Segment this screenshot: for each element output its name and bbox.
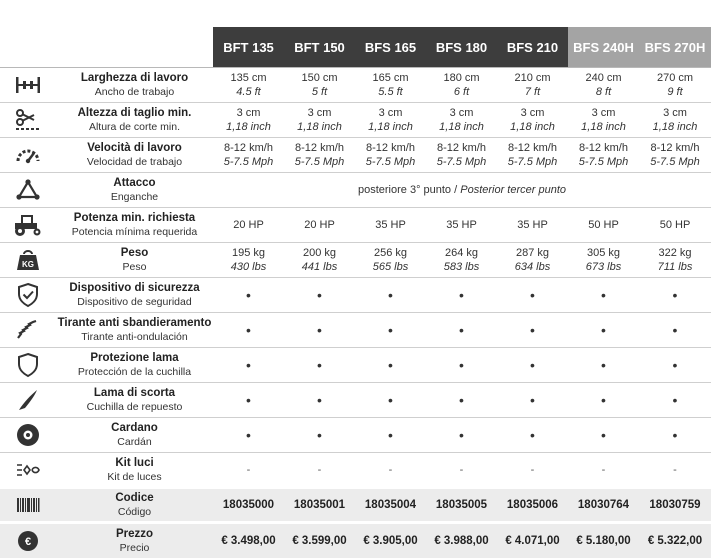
value-primary: 50 HP bbox=[659, 219, 691, 231]
value-primary: 135 cm bbox=[230, 72, 267, 84]
value-secondary: 5-7.5 Mph bbox=[294, 156, 345, 168]
model-header: BFS 180 bbox=[426, 27, 497, 68]
spec-label bbox=[56, 138, 213, 173]
spec-value bbox=[284, 138, 355, 173]
value-primary: • bbox=[388, 392, 393, 408]
value-primary: - bbox=[459, 463, 464, 476]
spec-body bbox=[0, 68, 711, 558]
spec-value bbox=[639, 278, 711, 313]
value-primary: • bbox=[672, 357, 678, 373]
model-header: BFS 165 bbox=[355, 27, 426, 68]
value-primary: 3 cm bbox=[520, 107, 545, 119]
model-header: BFS 210 bbox=[497, 27, 568, 68]
spec-value bbox=[639, 313, 711, 348]
weight-icon-label: KG bbox=[22, 260, 34, 269]
value-primary: 50 HP bbox=[588, 219, 619, 231]
spec-value bbox=[568, 208, 639, 243]
spec-value bbox=[213, 383, 284, 418]
spec-value bbox=[355, 418, 426, 453]
spec-value bbox=[497, 68, 568, 103]
label-italian: Altezza di taglio min. bbox=[77, 107, 192, 119]
value-primary: 18030759 bbox=[649, 499, 701, 511]
label-spanish: Enganche bbox=[110, 191, 159, 203]
spec-value bbox=[213, 523, 284, 558]
label-spanish: Velocidad de trabajo bbox=[86, 156, 183, 168]
value-primary: • bbox=[459, 427, 464, 443]
spec-value bbox=[568, 453, 639, 488]
value-primary: 8-12 km/h bbox=[650, 142, 700, 154]
value-secondary: 6 ft bbox=[453, 86, 470, 98]
value-primary: 270 cm bbox=[656, 72, 694, 84]
tractor-icon bbox=[0, 208, 56, 243]
spec-value bbox=[639, 208, 711, 243]
cutting-height-icon bbox=[0, 103, 56, 138]
value-secondary: 1,18 inch bbox=[368, 121, 413, 133]
value-primary: 35 HP bbox=[517, 219, 548, 231]
value-secondary: 1,18 inch bbox=[581, 121, 626, 133]
spec-value bbox=[639, 523, 711, 558]
spec-value bbox=[497, 383, 568, 418]
spec-value bbox=[426, 68, 497, 103]
spec-value bbox=[426, 418, 497, 453]
value-primary: • bbox=[317, 427, 322, 443]
speedometer-icon bbox=[0, 138, 56, 173]
spec-value bbox=[568, 313, 639, 348]
spring-icon bbox=[0, 313, 56, 348]
value-secondary: 634 lbs bbox=[514, 261, 551, 273]
header-blank-label bbox=[56, 27, 213, 68]
value-primary: - bbox=[246, 463, 251, 476]
spec-value-all-models bbox=[213, 173, 711, 208]
spec-value bbox=[284, 453, 355, 488]
label-italian: Protezione lama bbox=[90, 352, 179, 364]
value-primary: - bbox=[673, 463, 677, 476]
value-primary: • bbox=[459, 392, 464, 408]
spec-value bbox=[497, 313, 568, 348]
spec-value bbox=[497, 278, 568, 313]
value-primary: • bbox=[459, 322, 464, 338]
value-primary: 3 cm bbox=[449, 107, 474, 119]
spec-value bbox=[213, 68, 284, 103]
value-primary: 256 kg bbox=[373, 247, 408, 259]
spec-value bbox=[497, 418, 568, 453]
value-separator: / bbox=[451, 184, 461, 196]
spec-value bbox=[355, 488, 426, 523]
spec-value bbox=[568, 488, 639, 523]
value-primary: • bbox=[388, 357, 393, 373]
pto-shaft-icon bbox=[0, 418, 56, 453]
model-header: BFS 240H bbox=[568, 27, 639, 68]
value-primary: 35 HP bbox=[446, 219, 477, 231]
value-primary: 18035005 bbox=[435, 499, 488, 511]
spec-row bbox=[0, 68, 711, 103]
weight-icon bbox=[0, 243, 56, 278]
header-blank-icon bbox=[0, 27, 56, 68]
spec-value bbox=[497, 138, 568, 173]
value-secondary: 673 lbs bbox=[585, 261, 622, 273]
value-primary: • bbox=[672, 322, 678, 338]
spec-value bbox=[568, 348, 639, 383]
value-secondary: 1,18 inch bbox=[297, 121, 342, 133]
spec-value bbox=[639, 243, 711, 278]
value-secondary: 5-7.5 Mph bbox=[650, 156, 700, 168]
spec-value bbox=[284, 348, 355, 383]
value-secondary: 5-7.5 Mph bbox=[436, 156, 487, 168]
spec-row bbox=[0, 523, 711, 558]
value-primary: 8-12 km/h bbox=[366, 142, 415, 154]
spec-value bbox=[213, 418, 284, 453]
model-header: BFT 150 bbox=[284, 27, 355, 68]
value-primary: 3 cm bbox=[236, 107, 261, 119]
value-primary: • bbox=[459, 357, 464, 373]
value-primary: 264 kg bbox=[444, 247, 479, 259]
spec-label bbox=[56, 208, 213, 243]
value-primary: 18030764 bbox=[577, 499, 630, 511]
label-italian: Prezzo bbox=[115, 527, 154, 540]
value-primary: • bbox=[246, 357, 251, 373]
value-primary: • bbox=[672, 427, 678, 443]
spec-value bbox=[568, 68, 639, 103]
barcode-icon bbox=[0, 488, 56, 523]
value-primary: • bbox=[246, 392, 251, 408]
value-primary: 210 cm bbox=[514, 72, 551, 84]
value-primary: 8-12 km/h bbox=[508, 142, 557, 154]
model-header: BFS 270H bbox=[639, 27, 711, 68]
label-italian: Velocità di lavoro bbox=[87, 142, 182, 154]
value-primary: • bbox=[459, 287, 464, 303]
spec-value bbox=[568, 418, 639, 453]
label-italian: Larghezza di lavoro bbox=[80, 72, 189, 84]
model-header: BFT 135 bbox=[213, 27, 284, 68]
spec-value bbox=[355, 453, 426, 488]
value-primary: € 4.071,00 bbox=[505, 534, 560, 547]
spec-value bbox=[639, 103, 711, 138]
value-primary: 18035001 bbox=[293, 499, 346, 511]
spec-value bbox=[426, 208, 497, 243]
spec-value bbox=[284, 418, 355, 453]
spec-label bbox=[56, 68, 213, 103]
spec-value bbox=[568, 523, 639, 558]
spec-value bbox=[426, 348, 497, 383]
value-primary: 3 cm bbox=[591, 107, 616, 119]
spec-label bbox=[56, 173, 213, 208]
value-primary: 3 cm bbox=[378, 107, 403, 119]
value-primary: 195 kg bbox=[231, 247, 266, 259]
label-italian: Attacco bbox=[113, 177, 156, 189]
value-primary: • bbox=[317, 357, 322, 373]
spec-value bbox=[213, 138, 284, 173]
spec-value bbox=[497, 453, 568, 488]
spec-value bbox=[284, 208, 355, 243]
label-spanish: Protección de la cuchilla bbox=[77, 366, 192, 378]
value-primary: 165 cm bbox=[372, 72, 409, 84]
value-primary: 3 cm bbox=[663, 107, 687, 119]
value-primary: 18035004 bbox=[364, 499, 417, 511]
spec-value bbox=[355, 208, 426, 243]
specifications-table bbox=[0, 27, 711, 558]
shield-icon bbox=[0, 348, 56, 383]
value-secondary: 1,18 inch bbox=[439, 121, 484, 133]
spec-value bbox=[426, 243, 497, 278]
spec-value bbox=[355, 348, 426, 383]
value-secondary: 4.5 ft bbox=[236, 86, 261, 98]
value-secondary: 5 ft bbox=[311, 86, 328, 98]
value-primary: - bbox=[530, 463, 535, 476]
value-primary: • bbox=[601, 322, 606, 338]
value-primary: • bbox=[601, 392, 606, 408]
spec-value bbox=[213, 103, 284, 138]
value-primary: 20 HP bbox=[233, 219, 264, 231]
spec-label bbox=[56, 418, 213, 453]
value-secondary: 5-7.5 Mph bbox=[507, 156, 558, 168]
label-spanish: Precio bbox=[119, 541, 150, 554]
value-primary: • bbox=[317, 392, 322, 408]
value-primary: • bbox=[388, 322, 393, 338]
spec-row bbox=[0, 173, 711, 208]
value-secondary: 5-7.5 Mph bbox=[578, 156, 629, 168]
value-primary: 3 cm bbox=[307, 107, 332, 119]
value-primary: • bbox=[317, 322, 322, 338]
label-spanish: Tirante anti-ondulación bbox=[81, 331, 188, 343]
value-primary: • bbox=[388, 427, 393, 443]
label-spanish: Cardán bbox=[117, 436, 152, 448]
value-primary: • bbox=[601, 427, 606, 443]
label-italian: Lama di scorta bbox=[93, 387, 176, 399]
value-primary: 8-12 km/h bbox=[295, 142, 344, 154]
spec-value bbox=[497, 243, 568, 278]
safety-shield-check-icon bbox=[0, 278, 56, 313]
spec-value bbox=[497, 103, 568, 138]
value-primary: 322 kg bbox=[658, 247, 692, 259]
spec-value bbox=[639, 68, 711, 103]
spec-row bbox=[0, 418, 711, 453]
spec-value bbox=[497, 348, 568, 383]
value-primary: 150 cm bbox=[301, 72, 338, 84]
label-italian: Codice bbox=[115, 492, 154, 504]
spec-value bbox=[568, 138, 639, 173]
value-primary: • bbox=[530, 427, 535, 443]
value-secondary: 583 lbs bbox=[443, 261, 480, 273]
value-primary: • bbox=[530, 357, 535, 373]
spec-label bbox=[56, 313, 213, 348]
spec-value bbox=[497, 488, 568, 523]
spec-label bbox=[56, 278, 213, 313]
spec-row bbox=[0, 348, 711, 383]
value-primary: 20 HP bbox=[304, 219, 335, 231]
spec-value bbox=[639, 453, 711, 488]
euro-icon bbox=[0, 523, 56, 558]
value-primary: - bbox=[601, 463, 606, 476]
value-primary: € 3.599,00 bbox=[292, 534, 347, 547]
value-primary: • bbox=[672, 392, 678, 408]
spec-value bbox=[639, 488, 711, 523]
value-secondary: 441 lbs bbox=[301, 261, 338, 273]
value-secondary: 8 ft bbox=[595, 86, 612, 98]
spec-row bbox=[0, 383, 711, 418]
spec-value bbox=[213, 243, 284, 278]
value-primary: • bbox=[601, 357, 606, 373]
spec-row bbox=[0, 138, 711, 173]
spec-value bbox=[426, 488, 497, 523]
value-secondary: 1,18 inch bbox=[226, 121, 271, 133]
spec-value bbox=[213, 488, 284, 523]
blade-icon bbox=[0, 383, 56, 418]
value-secondary: 711 lbs bbox=[657, 261, 693, 273]
label-spanish: Kit de luces bbox=[107, 470, 162, 483]
value-primary: • bbox=[388, 287, 393, 303]
label-italian: Peso bbox=[120, 247, 149, 259]
spec-value bbox=[639, 383, 711, 418]
value-primary: • bbox=[317, 287, 322, 303]
label-spanish: Código bbox=[117, 506, 152, 518]
value-primary: 8-12 km/h bbox=[579, 142, 628, 154]
value-primary: 240 cm bbox=[585, 72, 622, 84]
spec-value bbox=[284, 523, 355, 558]
spec-row bbox=[0, 313, 711, 348]
value-primary: € 5.180,00 bbox=[576, 534, 631, 547]
spec-value bbox=[284, 68, 355, 103]
lights-icon bbox=[0, 453, 56, 488]
model-header-row bbox=[0, 27, 711, 68]
spec-value bbox=[355, 68, 426, 103]
label-italian: Kit luci bbox=[115, 456, 154, 469]
hitch-icon bbox=[0, 173, 56, 208]
value-primary: • bbox=[601, 287, 606, 303]
spec-value bbox=[284, 383, 355, 418]
value-spanish: Posterior tercer punto bbox=[460, 184, 567, 196]
value-primary: • bbox=[672, 287, 678, 303]
spec-value bbox=[213, 453, 284, 488]
spec-value bbox=[639, 348, 711, 383]
value-primary: € 3.988,00 bbox=[434, 534, 489, 547]
value-primary: 305 kg bbox=[586, 247, 621, 259]
spec-value bbox=[284, 488, 355, 523]
value-primary: • bbox=[246, 287, 251, 303]
value-secondary: 1,18 inch bbox=[652, 121, 698, 133]
spec-value bbox=[426, 103, 497, 138]
spec-value bbox=[284, 243, 355, 278]
label-spanish: Altura de corte min. bbox=[88, 121, 181, 133]
label-italian: Dispositivo di sicurezza bbox=[69, 282, 200, 294]
spec-value bbox=[426, 313, 497, 348]
value-secondary: 7 ft bbox=[524, 86, 541, 98]
spec-value bbox=[426, 383, 497, 418]
spec-label bbox=[56, 488, 213, 523]
spec-row bbox=[0, 208, 711, 243]
value-primary: • bbox=[530, 287, 535, 303]
spec-value bbox=[568, 103, 639, 138]
spec-row bbox=[0, 453, 711, 488]
value-italian: posteriore 3° punto bbox=[357, 184, 452, 196]
spec-value bbox=[284, 313, 355, 348]
spec-value bbox=[426, 278, 497, 313]
spec-value bbox=[355, 523, 426, 558]
value-primary: • bbox=[246, 427, 251, 443]
value-primary: - bbox=[388, 463, 393, 476]
spec-value bbox=[497, 208, 568, 243]
value-primary: 8-12 km/h bbox=[224, 142, 273, 154]
spec-label bbox=[56, 523, 213, 558]
spec-value bbox=[213, 278, 284, 313]
spec-row bbox=[0, 278, 711, 313]
value-primary: 200 kg bbox=[302, 247, 337, 259]
value-primary: 35 HP bbox=[375, 219, 406, 231]
euro-icon-label: € bbox=[24, 535, 32, 548]
spec-value bbox=[213, 208, 284, 243]
value-primary: 180 cm bbox=[443, 72, 480, 84]
spec-value bbox=[213, 348, 284, 383]
spec-label bbox=[56, 348, 213, 383]
value-primary: € 5.322,00 bbox=[647, 534, 703, 547]
spec-value bbox=[568, 243, 639, 278]
spec-value bbox=[213, 313, 284, 348]
spec-label bbox=[56, 453, 213, 488]
label-spanish: Peso bbox=[122, 261, 147, 273]
spec-label bbox=[56, 383, 213, 418]
spec-label bbox=[56, 103, 213, 138]
value-primary: • bbox=[530, 392, 535, 408]
label-spanish: Potencia mínima requerida bbox=[71, 226, 198, 238]
spec-value bbox=[355, 278, 426, 313]
value-secondary: 565 lbs bbox=[372, 261, 409, 273]
spec-value bbox=[497, 523, 568, 558]
spec-value bbox=[426, 138, 497, 173]
spec-value bbox=[426, 453, 497, 488]
value-secondary: 9 ft bbox=[667, 86, 683, 98]
value-primary: 18035000 bbox=[222, 499, 275, 511]
width-icon bbox=[0, 68, 56, 103]
spec-row bbox=[0, 488, 711, 523]
value-primary: € 3.905,00 bbox=[363, 534, 418, 547]
label-spanish: Cuchilla de repuesto bbox=[86, 401, 183, 413]
spec-label bbox=[56, 243, 213, 278]
spec-row bbox=[0, 103, 711, 138]
label-italian: Cardano bbox=[111, 422, 158, 434]
value-primary: 18035006 bbox=[506, 499, 559, 511]
value-secondary: 1,18 inch bbox=[510, 121, 555, 133]
spec-value bbox=[355, 103, 426, 138]
spec-value bbox=[568, 383, 639, 418]
label-italian: Tirante anti sbandieramento bbox=[57, 317, 212, 329]
spec-value bbox=[639, 138, 711, 173]
label-spanish: Dispositivo de seguridad bbox=[77, 296, 192, 308]
value-primary: • bbox=[246, 322, 251, 338]
value-primary: € 3.498,00 bbox=[221, 534, 276, 547]
spec-value bbox=[426, 523, 497, 558]
value-secondary: 5-7.5 Mph bbox=[365, 156, 416, 168]
value-secondary: 430 lbs bbox=[230, 261, 267, 273]
spec-value bbox=[284, 103, 355, 138]
spec-value bbox=[355, 138, 426, 173]
value-primary: 8-12 km/h bbox=[437, 142, 486, 154]
value-secondary: 5.5 ft bbox=[378, 86, 403, 98]
value-primary: • bbox=[530, 322, 535, 338]
label-italian: Potenza min. richiesta bbox=[73, 212, 196, 224]
spec-value bbox=[284, 278, 355, 313]
value-secondary: 5-7.5 Mph bbox=[223, 156, 274, 168]
spec-value bbox=[355, 313, 426, 348]
value-primary: 287 kg bbox=[515, 247, 550, 259]
spec-value bbox=[355, 383, 426, 418]
spec-row bbox=[0, 243, 711, 278]
spec-value bbox=[355, 243, 426, 278]
value-primary: - bbox=[317, 463, 322, 476]
spec-value bbox=[568, 278, 639, 313]
spec-value bbox=[639, 418, 711, 453]
label-spanish: Ancho de trabajo bbox=[94, 86, 175, 98]
